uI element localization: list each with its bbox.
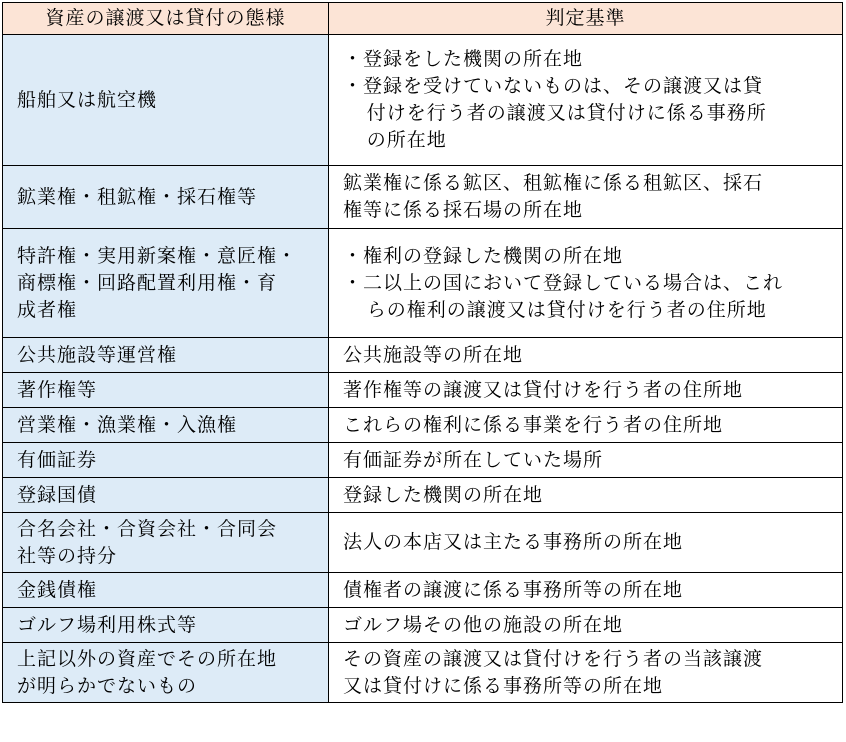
asset-type-line: ゴルフ場利用株式等 [17, 613, 198, 636]
row-criteria [329, 478, 843, 513]
criteria-line: その資産の譲渡又は貸付けを行う者の当該譲渡 [343, 647, 764, 670]
criteria-line: 債権者の譲渡に係る事務所等の所在地 [343, 578, 684, 601]
criteria-bullet-continuation: らの権利の譲渡又は貸付けを行う者の住所地 [366, 298, 767, 321]
criteria-table [2, 2, 843, 703]
asset-type-line: 金銭債権 [17, 578, 98, 601]
row-asset-type [3, 338, 329, 373]
criteria-line: 公共施設等の所在地 [343, 343, 524, 366]
criteria-bullet-item: ・登録をした機関の所在地 [343, 48, 584, 70]
asset-type-line: 営業権・漁業権・入漁権 [17, 413, 238, 436]
header-criteria: 判定基準 [329, 3, 843, 35]
row-asset-type [3, 443, 329, 478]
criteria-line: 法人の本店又は主たる事務所の所在地 [343, 531, 684, 553]
asset-type-line: 合名会社・合資会社・合同会 [17, 517, 278, 540]
table-row [3, 573, 843, 608]
asset-type-line: が明らかでないもの [17, 674, 198, 697]
table-row [3, 443, 843, 478]
criteria-bullet-item: ・権利の登録した機関の所在地 [343, 244, 624, 267]
table-row [3, 338, 843, 373]
row-criteria [329, 408, 843, 443]
asset-type-line: 商標権・回路配置利用権・育 [17, 271, 278, 294]
asset-type-line: 特許権・実用新案権・意匠権・ [17, 244, 298, 267]
table-row [3, 35, 843, 166]
criteria-line: 鉱業権に係る鉱区、租鉱権に係る租鉱区、採石 [343, 172, 764, 194]
row-asset-type [3, 229, 329, 338]
criteria-line: 登録した機関の所在地 [343, 483, 544, 506]
row-criteria [329, 608, 843, 643]
table-row [3, 478, 843, 513]
table-row [3, 373, 843, 408]
table-row [3, 513, 843, 573]
criteria-line: これらの権利に係る事業を行う者の住所地 [343, 413, 724, 436]
asset-type-line: 成者権 [17, 298, 78, 321]
table-row [3, 643, 843, 703]
criteria-line: ゴルフ場その他の施設の所在地 [343, 613, 624, 636]
header-row [3, 3, 843, 35]
asset-type-line: 公共施設等運営権 [17, 343, 178, 366]
row-criteria [329, 166, 843, 229]
row-criteria [329, 373, 843, 408]
row-asset-type [3, 166, 329, 229]
row-asset-type [3, 373, 329, 408]
row-criteria [329, 513, 843, 573]
row-criteria [329, 643, 843, 703]
row-criteria [329, 338, 843, 373]
table-row [3, 229, 843, 338]
criteria-bullet-continuation: 付けを行う者の譲渡又は貸付けに係る事務所 [366, 102, 767, 124]
table-row [3, 166, 843, 229]
criteria-line: 又は貸付けに係る事務所等の所在地 [343, 674, 664, 697]
criteria-bullet-item: ・登録を受けていないものは、その譲渡又は貸 [343, 75, 764, 97]
criteria-line: 有価証券が所在していた場所 [343, 448, 604, 471]
criteria-bullet-continuation: の所在地 [366, 129, 447, 151]
row-criteria [329, 229, 843, 338]
asset-type-line: 上記以外の資産でその所在地 [17, 647, 278, 670]
row-criteria [329, 573, 843, 608]
asset-type-line: 鉱業権・租鉱権・採石権等 [17, 185, 258, 208]
table-row [3, 608, 843, 643]
row-asset-type [3, 408, 329, 443]
criteria-line: 権等に係る採石場の所在地 [343, 199, 584, 221]
table-container [2, 2, 843, 703]
asset-type-line: 登録国債 [17, 483, 98, 506]
row-asset-type [3, 573, 329, 608]
header-mode: 資産の譲渡又は貸付の態様 [3, 3, 329, 35]
row-asset-type [3, 608, 329, 643]
criteria-line: 著作権等の譲渡又は貸付けを行う者の住所地 [343, 378, 744, 401]
asset-type-line: 社等の持分 [17, 544, 118, 567]
row-asset-type [3, 478, 329, 513]
asset-type-line: 有価証券 [17, 448, 98, 471]
row-asset-type [3, 643, 329, 703]
row-asset-type [3, 35, 329, 166]
row-asset-type [3, 513, 329, 573]
row-criteria [329, 443, 843, 478]
table-row [3, 408, 843, 443]
asset-type-line: 船舶又は航空機 [17, 88, 158, 111]
row-criteria [329, 35, 843, 166]
criteria-bullet-item: ・二以上の国において登録している場合は、これ [343, 271, 784, 294]
asset-type-line: 著作権等 [17, 378, 98, 401]
